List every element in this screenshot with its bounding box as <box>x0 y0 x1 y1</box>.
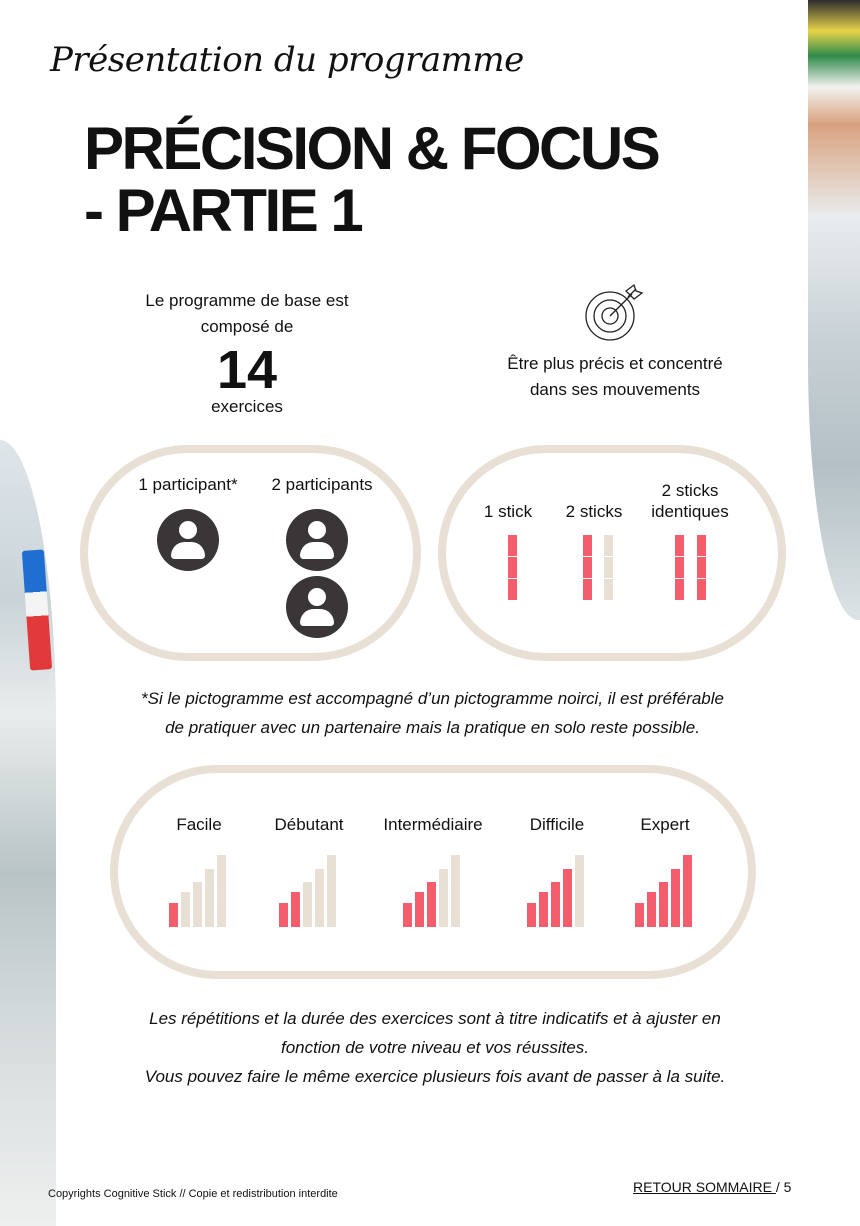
person-icon-partner <box>286 576 348 638</box>
notes-line-1: Les répétitions et la durée des exercices sont à titre indicatifs et à ajuster en <box>149 1009 721 1028</box>
intro-line-1: Le programme de base est <box>145 291 349 310</box>
sticks-label-3-line-1: 2 sticks <box>661 481 719 500</box>
stick-icon <box>583 535 592 600</box>
difficulty-bars-icon <box>169 855 226 927</box>
bar-filled <box>551 882 560 927</box>
difficulty-bars-icon <box>527 855 584 927</box>
back-to-summary-link[interactable]: RETOUR SOMMAIRE <box>633 1179 776 1195</box>
footnote-line-2: de pratiquer avec un partenaire mais la pratique en solo reste possible. <box>165 718 700 737</box>
bar-empty <box>303 882 312 927</box>
sticks-label-3-line-2: identiques <box>651 502 729 521</box>
level-label: Facile <box>176 815 222 834</box>
target-icon <box>582 283 648 345</box>
stick-icon-secondary <box>604 535 613 600</box>
stick-icon <box>697 535 706 600</box>
bar-filled <box>279 903 288 927</box>
bar-empty <box>193 882 202 927</box>
bar-filled <box>403 903 412 927</box>
bar-filled <box>563 869 572 927</box>
bar-empty <box>181 892 190 927</box>
bar-empty <box>217 855 226 927</box>
level-label: Intermédiaire <box>383 815 483 834</box>
bar-filled <box>671 869 680 927</box>
intro-line-2: composé de <box>200 317 294 336</box>
notes <box>60 1004 810 1091</box>
goal-line-2: dans ses mouvements <box>529 380 701 399</box>
footnote-line-1: *Si le pictogramme est accompagné d’un pictogramme noirci, il est préférable <box>141 689 724 708</box>
bar-empty <box>327 855 336 927</box>
intro-block <box>97 288 397 420</box>
bar-empty <box>451 855 460 927</box>
bar-filled <box>683 855 692 927</box>
bar-filled <box>427 882 436 927</box>
title-line-1: PRÉCISION & FOCUS <box>84 115 659 182</box>
bar-empty <box>575 855 584 927</box>
footer-nav <box>633 1179 791 1195</box>
person-icon <box>157 509 219 571</box>
bar-filled <box>415 892 424 927</box>
person-icon <box>286 509 348 571</box>
background-photo-right <box>808 0 860 620</box>
level-label: Expert <box>640 815 690 834</box>
participant-label-2: 2 participants <box>271 475 373 494</box>
bar-filled <box>659 882 668 927</box>
stick-icon <box>508 535 517 600</box>
bar-filled <box>169 903 178 927</box>
page-title <box>84 115 744 244</box>
bar-filled <box>527 903 536 927</box>
notes-line-3: Vous pouvez faire le même exercice plusieurs fois avant de passer à la suite. <box>144 1067 726 1086</box>
difficulty-bars-icon <box>635 855 692 927</box>
exercise-unit: exercices <box>211 397 283 416</box>
copyright: Copyrights Cognitive Stick // Copie et redistribution interdite <box>48 1188 338 1200</box>
participant-label-1: 1 participant* <box>138 475 238 494</box>
sticks-label-2: 2 sticks <box>565 502 623 521</box>
bar-filled <box>647 892 656 927</box>
footnote <box>60 684 805 742</box>
level-label: Difficile <box>529 815 585 834</box>
bar-empty <box>205 869 214 927</box>
difficulty-bars-icon <box>279 855 336 927</box>
bar-filled <box>291 892 300 927</box>
bar-empty <box>315 869 324 927</box>
difficulty-bars-icon <box>403 855 460 927</box>
page-number: / 5 <box>775 1179 792 1195</box>
bar-filled <box>635 903 644 927</box>
title-line-2: - PARTIE 1 <box>84 177 362 244</box>
goal-line-1: Être plus précis et concentré <box>507 354 723 373</box>
bar-filled <box>539 892 548 927</box>
script-title: Présentation du programme <box>50 40 524 80</box>
sticks-label-3 <box>640 480 740 522</box>
bar-empty <box>439 869 448 927</box>
stick-icon <box>675 535 684 600</box>
sticks-label-1: 1 stick <box>483 502 533 521</box>
exercise-count: 14 <box>216 340 278 400</box>
level-label: Débutant <box>274 815 344 834</box>
goal-text <box>465 351 765 403</box>
notes-line-2: fonction de votre niveau et vos réussites. <box>280 1038 590 1057</box>
